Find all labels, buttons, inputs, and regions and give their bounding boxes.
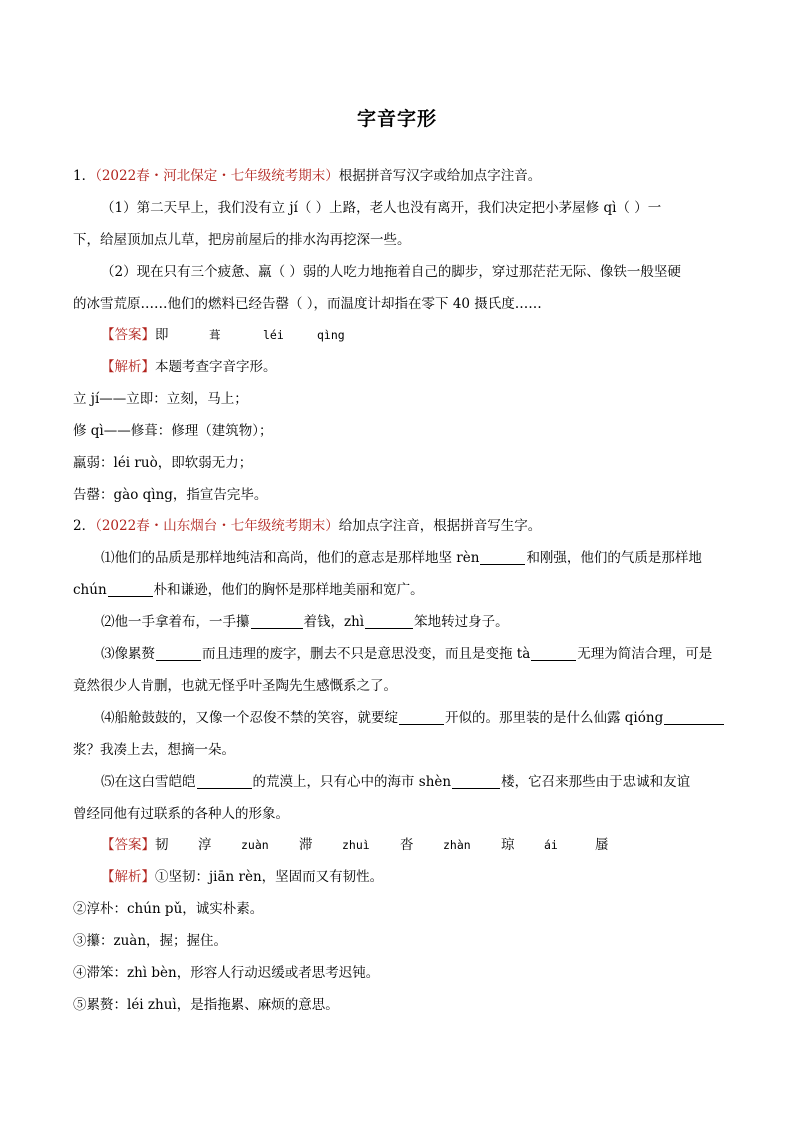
answer-blank	[452, 774, 500, 789]
q2-sentence-4b: 浆？我凑上去，想摘一朵。	[73, 742, 235, 758]
question-2-header	[73, 516, 541, 536]
answer-blank	[399, 710, 444, 725]
sentence-text: 而且违理的废字，删去不只是意思没变，而且是变拖 tà	[202, 646, 531, 662]
answer-blank	[156, 646, 201, 661]
question-source: （2022春・河北保定・七年级统考期末）	[95, 168, 339, 184]
answer-label: 【答案】	[101, 837, 155, 853]
question-prompt: 给加点字注音，根据拼音写生字。	[338, 518, 542, 534]
q2-sentence-5a	[101, 772, 690, 792]
sentence-text: 的荒漠上，只有心中的海市 shèn	[252, 774, 452, 790]
answer-item: ái	[544, 838, 558, 852]
analysis-note: ②淳朴：chún pǔ，诚实朴素。	[73, 901, 264, 917]
sentence-text: 和刚强，他们的气质是那样地	[526, 550, 702, 566]
answer-item: zhàn	[443, 838, 471, 852]
sentence-text: 着钱，zhì	[303, 614, 365, 630]
sentence-text: 楼，它召来那些由于忠诚和友谊	[501, 774, 691, 790]
q2-analysis	[101, 867, 383, 887]
answer-item: 葺	[209, 328, 221, 342]
sentence-text: ⑴他们的品质是那样地纯洁和高尚，他们的意志是那样地坚 rèn	[101, 550, 480, 566]
answer-item: qìng	[317, 328, 345, 342]
answer-item: 即	[155, 327, 169, 343]
q1-line-1a: （1）第二天早上，我们没有立 jí（ ）上路，老人也没有离开，我们决定把小茅屋修 qì（ ）一	[101, 200, 662, 216]
answer-blank	[664, 710, 724, 725]
q2-sentence-4a	[101, 708, 725, 728]
answer-item: léi	[263, 328, 284, 342]
q2-sentence-1a	[101, 548, 702, 568]
q2-answer	[101, 835, 609, 855]
analysis-intro: 本题考查字音字形。	[155, 359, 277, 375]
analysis-note: 立 jí——立即：立刻，马上；	[73, 391, 248, 407]
analysis-note: 告罄：gào qìng，指宣告完毕。	[73, 487, 268, 503]
answer-blank	[480, 550, 525, 565]
q1-answer	[101, 325, 345, 345]
analysis-note: 修 qì——修葺：修理（建筑物）；	[73, 423, 273, 439]
q2-sentence-3a	[101, 644, 712, 664]
sentence-text: ⑷船舱鼓鼓的，又像一个忍俊不禁的笑容，就要绽	[101, 710, 398, 726]
analysis-note: 羸弱：léi ruò，即软弱无力；	[73, 455, 253, 471]
page-title: 字音字形	[356, 108, 437, 130]
q2-sentence-1b	[73, 580, 424, 600]
q2-sentence-2	[101, 612, 509, 632]
analysis-note: ①坚韧：jiān rèn，坚固而又有韧性。	[155, 869, 384, 885]
analysis-note: ⑤累赘：léi zhuì，是指拖累、麻烦的意思。	[73, 997, 339, 1013]
question-number: 2．	[73, 518, 96, 534]
q1-line-1b: 下，给屋顶加点儿草，把房前屋后的排水沟再挖深一些。	[73, 232, 411, 248]
analysis-note: ④滞笨：zhì bèn，形容人行动迟缓或者思考迟钝。	[73, 965, 380, 981]
answer-blank	[365, 614, 413, 629]
question-prompt: 根据拼音写汉字或给加点字注音。	[338, 168, 542, 184]
q2-sentence-3b: 竟然很少人肯删，也就无怪乎叶圣陶先生感慨系之了。	[73, 678, 397, 694]
sentence-text: 开似的。那里装的是什么仙露 qióng	[445, 710, 664, 726]
sentence-text: ⑵他一手拿着布，一手攥	[101, 614, 250, 630]
question-1-header	[73, 166, 541, 186]
answer-blank	[108, 582, 153, 597]
question-source: （2022春・山东烟台・七年级统考期末）	[95, 518, 339, 534]
q1-line-2b: 的冰雪荒原……他们的燃料已经告罄（ ），而温度计却指在零下 40 摄氏度……	[73, 296, 542, 312]
answer-item: 淳	[198, 837, 212, 853]
analysis-note: ③攥：zuàn，握；握住。	[73, 933, 228, 949]
answer-blank	[197, 774, 252, 789]
analysis-label: 【解析】	[101, 869, 155, 885]
sentence-text: ⑶像累赘	[101, 646, 155, 662]
sentence-text: chún	[73, 582, 107, 598]
answer-label: 【答案】	[101, 327, 155, 343]
answer-item: zuàn	[241, 838, 269, 852]
sentence-text: 笨地转过身子。	[414, 614, 509, 630]
sentence-text: ⑸在这白雪皑皑	[101, 774, 196, 790]
answer-item: 琼	[501, 837, 515, 853]
analysis-label: 【解析】	[101, 359, 155, 375]
q1-line-2a: （2）现在只有三个疲惫、羸（ ）弱的人吃力地拖着自己的脚步，穿过那茫茫无际、像铁一般坚硬	[101, 264, 681, 280]
answer-item: 沓	[400, 837, 414, 853]
answer-item: 韧	[155, 837, 169, 853]
sentence-text: 无理为简洁合理，可是	[577, 646, 713, 662]
q1-analysis	[101, 357, 277, 377]
q2-sentence-5b: 曾经同他有过联系的各种人的形象。	[73, 806, 289, 822]
answer-item: zhuì	[342, 838, 370, 852]
question-number: 1．	[73, 168, 96, 184]
answer-item: 滞	[299, 837, 313, 853]
answer-item: 蜃	[595, 837, 609, 853]
sentence-text: 朴和谦逊，他们的胸怀是那样地美丽和宽广。	[153, 582, 424, 598]
answer-blank	[531, 646, 576, 661]
answer-blank	[251, 614, 303, 629]
